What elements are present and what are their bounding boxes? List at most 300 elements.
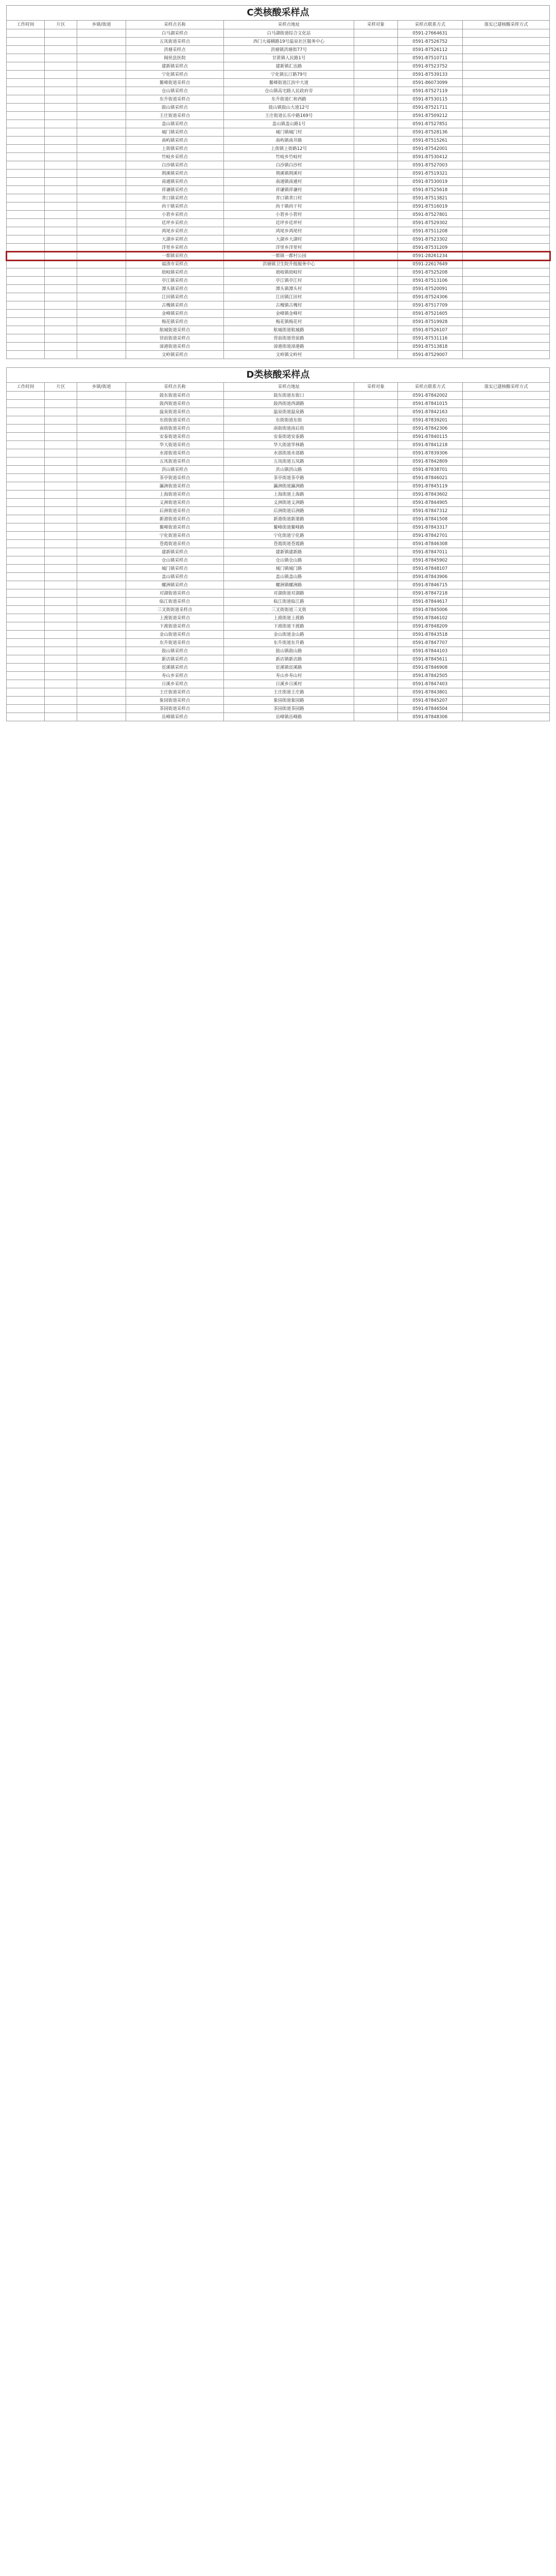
table-cell <box>77 647 126 655</box>
table-cell <box>463 441 550 449</box>
table-cell: 梅花镇采样点 <box>126 318 224 326</box>
table-cell: 0591-87517709 <box>397 301 463 310</box>
table-cell <box>44 515 77 523</box>
table-cell <box>77 392 126 400</box>
table-cell: 潭头镇潭头村 <box>223 285 354 293</box>
table-cell <box>7 515 45 523</box>
table-row <box>7 211 550 219</box>
table-cell <box>77 425 126 433</box>
table-cell <box>44 194 77 202</box>
table-cell: 金峰镇采样点 <box>126 310 224 318</box>
table-row <box>7 581 550 589</box>
table-cell: 0591-87510711 <box>397 54 463 62</box>
table-cell <box>44 556 77 565</box>
table-cell <box>354 392 397 400</box>
table-cell <box>44 301 77 310</box>
table-cell <box>77 194 126 202</box>
table-cell <box>77 482 126 490</box>
table-cell <box>463 211 550 219</box>
table-cell <box>463 326 550 334</box>
table-cell <box>44 532 77 540</box>
table-cell <box>7 647 45 655</box>
table-cell <box>7 598 45 606</box>
table-cell: 温泉街道采样点 <box>126 408 224 416</box>
table-row <box>7 425 550 433</box>
table-cell: 0591-87842306 <box>397 425 463 433</box>
table-cell <box>463 54 550 62</box>
table-cell: 0591-87846504 <box>397 705 463 713</box>
table-cell <box>354 515 397 523</box>
table-cell: 仓山镇采样点 <box>126 87 224 95</box>
table-cell <box>44 573 77 581</box>
table-cell: 鼓山镇采样点 <box>126 647 224 655</box>
table-cell: 盖山镇采样点 <box>126 573 224 581</box>
table-cell <box>44 688 77 697</box>
table-cell: 0591-87529302 <box>397 219 463 227</box>
table-row <box>7 227 550 235</box>
table-cell: 0591-87528136 <box>397 128 463 137</box>
table-row <box>7 548 550 556</box>
table-cell <box>463 697 550 705</box>
table-cell: 0591-87531116 <box>397 334 463 343</box>
table-cell <box>44 137 77 145</box>
table-cell <box>354 466 397 474</box>
table-cell <box>354 260 397 268</box>
table-cell <box>44 474 77 482</box>
column-header: 采样对象 <box>354 383 397 392</box>
table-cell: 航城街道采样点 <box>126 326 224 334</box>
table-cell <box>44 343 77 351</box>
table-cell <box>354 219 397 227</box>
table-row <box>7 606 550 614</box>
table-cell <box>463 178 550 186</box>
table-cell: 0591-87843602 <box>397 490 463 499</box>
table-row <box>7 252 550 260</box>
table-cell <box>463 474 550 482</box>
table-row <box>7 186 550 194</box>
table-row <box>7 244 550 252</box>
table-cell: 鼓东街道采样点 <box>126 392 224 400</box>
table-row <box>7 705 550 713</box>
section-1 <box>6 359 550 721</box>
table-cell <box>354 178 397 186</box>
table-cell: 大湖乡大湖村 <box>223 235 354 244</box>
table-cell: 0591-87841218 <box>397 441 463 449</box>
table-cell <box>7 425 45 433</box>
table-cell <box>77 408 126 416</box>
table-cell <box>77 235 126 244</box>
table-row <box>7 62 550 71</box>
table-cell <box>463 548 550 556</box>
table-cell: 0591-28261234 <box>397 252 463 260</box>
table-cell: 新港街道采样点 <box>126 515 224 523</box>
column-header: 落实已建核酸采样方式 <box>463 383 550 392</box>
table-cell: 0591-87513821 <box>397 194 463 202</box>
column-header: 工作时间 <box>7 21 45 29</box>
table-cell <box>7 351 45 359</box>
table-cell: 南屿镇采样点 <box>126 137 224 145</box>
table-cell <box>354 128 397 137</box>
table-cell <box>44 95 77 104</box>
table-cell <box>463 186 550 194</box>
table-cell <box>354 416 397 425</box>
table-cell <box>354 672 397 680</box>
table-cell <box>44 540 77 548</box>
table-cell <box>44 425 77 433</box>
table-cell: 象园街道象园路 <box>223 697 354 705</box>
table-cell: 岳峰镇采样点 <box>126 713 224 721</box>
table-cell <box>7 211 45 219</box>
table-cell: 盖山镇盖山路1号 <box>223 120 354 128</box>
table-row <box>7 573 550 581</box>
table-row <box>7 260 550 268</box>
table-cell: 0591-87530115 <box>397 95 463 104</box>
table-cell <box>7 318 45 326</box>
table-cell: 营前街道营前路 <box>223 334 354 343</box>
table-cell <box>354 79 397 87</box>
table-cell <box>7 334 45 343</box>
table-cell <box>354 606 397 614</box>
table-cell: 0591-87527801 <box>397 211 463 219</box>
table-cell: 临江街道临江路 <box>223 598 354 606</box>
table-cell <box>7 680 45 688</box>
column-header: 落实已建核酸采样方式 <box>463 21 550 29</box>
table-cell: 0591-87843801 <box>397 688 463 697</box>
table-cell <box>354 137 397 145</box>
table-row <box>7 343 550 351</box>
table-cell: 0591-87842809 <box>397 457 463 466</box>
table-cell <box>463 343 550 351</box>
table-cell <box>463 301 550 310</box>
table-cell: 0591-87524306 <box>397 293 463 301</box>
table-cell: 王庄街道采样点 <box>126 688 224 697</box>
table-cell: 日溪乡日溪村 <box>223 680 354 688</box>
table-cell <box>44 252 77 260</box>
table-cell <box>77 573 126 581</box>
table-cell <box>77 400 126 408</box>
table-cell: 航城街道航城路 <box>223 326 354 334</box>
table-cell <box>44 631 77 639</box>
table-cell <box>463 449 550 457</box>
table-cell <box>77 705 126 713</box>
table-row <box>7 194 550 202</box>
table-cell <box>354 351 397 359</box>
table-cell: 南街街道采样点 <box>126 425 224 433</box>
table-cell <box>463 137 550 145</box>
table-cell: 0591-87847312 <box>397 507 463 515</box>
table-cell <box>463 664 550 672</box>
table-row <box>7 441 550 449</box>
table-row <box>7 54 550 62</box>
column-header: 采样点名称 <box>126 383 224 392</box>
table-cell: 螺洲镇螺洲路 <box>223 581 354 589</box>
table-cell: 0591-87542001 <box>397 145 463 153</box>
table-cell <box>77 713 126 721</box>
table-cell <box>463 161 550 170</box>
table-row <box>7 490 550 499</box>
table-cell: 0591-87839201 <box>397 416 463 425</box>
table-cell <box>354 104 397 112</box>
table-cell <box>44 38 77 46</box>
table-cell <box>463 490 550 499</box>
table-cell: 尚干镇尚干村 <box>223 202 354 211</box>
table-cell <box>463 416 550 425</box>
table-cell <box>77 211 126 219</box>
table-cell <box>463 655 550 664</box>
column-header: 采样点联系方式 <box>397 383 463 392</box>
table-cell: 洪塘镇洪塘街77号 <box>223 46 354 54</box>
table-cell <box>44 112 77 120</box>
table-cell <box>354 252 397 260</box>
table-row <box>7 137 550 145</box>
table-cell <box>354 71 397 79</box>
table-cell <box>463 425 550 433</box>
table-row <box>7 589 550 598</box>
table-cell <box>7 466 45 474</box>
table-cell <box>354 343 397 351</box>
table-cell <box>77 87 126 95</box>
table-cell: 古槐镇采样点 <box>126 301 224 310</box>
table-cell: 南通镇采样点 <box>126 178 224 186</box>
table-cell: 0591-87530019 <box>397 178 463 186</box>
table-cell <box>77 62 126 71</box>
table-cell <box>77 260 126 268</box>
table-cell <box>7 244 45 252</box>
table-cell <box>77 71 126 79</box>
table-cell <box>44 227 77 235</box>
table-cell: 上海街道上海路 <box>223 490 354 499</box>
table-cell <box>354 664 397 672</box>
table-cell <box>7 622 45 631</box>
column-header: 乡镇/街道 <box>77 21 126 29</box>
table-cell: 水部街道采样点 <box>126 449 224 457</box>
table-cell <box>77 631 126 639</box>
table-cell <box>463 622 550 631</box>
table-cell: 城门镇采样点 <box>126 128 224 137</box>
table-row <box>7 408 550 416</box>
table-cell: 东升街道采样点 <box>126 639 224 647</box>
table-cell: 一都镇采样点 <box>126 252 224 260</box>
table-cell <box>77 589 126 598</box>
table-row <box>7 334 550 343</box>
table-cell <box>354 523 397 532</box>
table-cell: 小箬乡采样点 <box>126 211 224 219</box>
table-cell <box>44 310 77 318</box>
table-cell <box>7 713 45 721</box>
table-cell <box>77 268 126 277</box>
table-cell <box>463 565 550 573</box>
table-row <box>7 310 550 318</box>
table-cell <box>7 556 45 565</box>
table-cell <box>7 343 45 351</box>
table-cell <box>354 540 397 548</box>
table-cell: 0591-87848107 <box>397 565 463 573</box>
table-cell <box>7 614 45 622</box>
table-cell: 0591-87847011 <box>397 548 463 556</box>
table-cell <box>77 598 126 606</box>
table-cell <box>44 29 77 38</box>
table-cell <box>463 277 550 285</box>
table-cell: 0591-87848306 <box>397 713 463 721</box>
table-cell <box>44 79 77 87</box>
table-cell <box>354 112 397 120</box>
table-row <box>7 655 550 664</box>
table-cell <box>463 38 550 46</box>
table-cell: 潭头镇采样点 <box>126 285 224 293</box>
table-row <box>7 326 550 334</box>
table-cell <box>44 705 77 713</box>
table-cell <box>44 293 77 301</box>
table-cell <box>77 153 126 161</box>
table-cell <box>44 392 77 400</box>
table-cell <box>44 697 77 705</box>
table-cell: 0591-87523302 <box>397 235 463 244</box>
table-cell: 义洲街道义洲路 <box>223 499 354 507</box>
table-cell: 东升街道仁和西路 <box>223 95 354 104</box>
table-cell: 0591-87842701 <box>397 532 463 540</box>
table-cell: 0591-87527003 <box>397 161 463 170</box>
table-cell <box>7 301 45 310</box>
table-cell <box>7 219 45 227</box>
table-cell <box>463 235 550 244</box>
table-row <box>7 38 550 46</box>
table-cell <box>77 655 126 664</box>
table-cell <box>44 581 77 589</box>
table-cell: 华大街道华林路 <box>223 441 354 449</box>
section-title: D类核酸采样点 <box>6 367 550 382</box>
table-cell <box>44 202 77 211</box>
table-cell <box>44 277 77 285</box>
table-row <box>7 474 550 482</box>
table-row <box>7 301 550 310</box>
table-cell <box>77 622 126 631</box>
table-cell <box>354 639 397 647</box>
table-cell: 0591-87526752 <box>397 38 463 46</box>
table-cell <box>44 87 77 95</box>
table-cell <box>77 688 126 697</box>
table-cell <box>354 153 397 161</box>
table-cell <box>44 523 77 532</box>
table-cell <box>354 310 397 318</box>
table-cell: 鼓山镇鼓山路 <box>223 647 354 655</box>
table-cell <box>44 433 77 441</box>
table-cell <box>44 334 77 343</box>
table-cell: 城门镇城门路 <box>223 565 354 573</box>
table-cell <box>463 631 550 639</box>
table-row <box>7 318 550 326</box>
table-cell <box>77 466 126 474</box>
table-cell <box>7 178 45 186</box>
table-row <box>7 277 550 285</box>
table-cell: 0591-87516019 <box>397 202 463 211</box>
table-cell <box>463 128 550 137</box>
table-cell <box>77 285 126 293</box>
table-cell: 鼓山镇鼓山大道12号 <box>223 104 354 112</box>
table-cell <box>77 120 126 128</box>
table-cell: 三叉街街道三叉街 <box>223 606 354 614</box>
table-cell: 青口镇青口村 <box>223 194 354 202</box>
table-cell <box>354 474 397 482</box>
table-cell <box>354 120 397 128</box>
table-cell <box>354 548 397 556</box>
table-cell <box>463 87 550 95</box>
sampling-table <box>6 20 550 359</box>
table-cell: 漳港街道采样点 <box>126 343 224 351</box>
column-header: 采样对象 <box>354 21 397 29</box>
table-cell <box>7 400 45 408</box>
table-cell <box>7 71 45 79</box>
table-row <box>7 235 550 244</box>
table-cell <box>463 219 550 227</box>
table-header-row <box>7 383 550 392</box>
table-cell: 0591-87844617 <box>397 598 463 606</box>
table-cell: 洋里乡洋里村 <box>223 244 354 252</box>
table-cell <box>7 507 45 515</box>
table-cell: 对湖街道采样点 <box>126 589 224 598</box>
table-cell: 宁化街道宁化路 <box>223 532 354 540</box>
table-row <box>7 647 550 655</box>
table-cell <box>44 680 77 688</box>
table-cell <box>7 408 45 416</box>
table-cell <box>77 186 126 194</box>
table-cell <box>44 285 77 293</box>
table-cell <box>354 211 397 219</box>
table-cell <box>463 71 550 79</box>
table-cell <box>44 490 77 499</box>
table-cell <box>44 416 77 425</box>
table-cell: 义洲街道采样点 <box>126 499 224 507</box>
table-cell <box>354 565 397 573</box>
table-cell <box>77 523 126 532</box>
table-cell <box>44 565 77 573</box>
table-cell <box>44 326 77 334</box>
table-cell: 0591-87842002 <box>397 392 463 400</box>
table-cell <box>7 252 45 260</box>
table-cell: 宁化镇采样点 <box>126 71 224 79</box>
table-cell: 0591-87523752 <box>397 62 463 71</box>
table-row <box>7 622 550 631</box>
table-cell <box>354 400 397 408</box>
table-cell <box>77 104 126 112</box>
table-cell <box>463 227 550 235</box>
table-cell <box>354 573 397 581</box>
table-cell <box>77 343 126 351</box>
table-cell <box>463 29 550 38</box>
table-cell <box>7 326 45 334</box>
table-cell <box>44 655 77 664</box>
table-cell <box>77 334 126 343</box>
table-cell: 0591-87526107 <box>397 326 463 334</box>
table-cell <box>354 507 397 515</box>
table-cell <box>44 672 77 680</box>
table-cell: 城门镇采样点 <box>126 565 224 573</box>
table-row <box>7 79 550 87</box>
table-cell <box>7 565 45 573</box>
table-row <box>7 112 550 120</box>
table-cell <box>354 490 397 499</box>
table-cell <box>354 277 397 285</box>
table-cell <box>77 79 126 87</box>
table-row <box>7 540 550 548</box>
table-cell <box>354 29 397 38</box>
table-row <box>7 202 550 211</box>
table-cell: 仓山镇高宅路人民政府旁 <box>223 87 354 95</box>
table-row <box>7 128 550 137</box>
table-cell <box>354 161 397 170</box>
table-cell: 亭江镇亭江村 <box>223 277 354 285</box>
table-cell <box>354 499 397 507</box>
table-cell <box>354 408 397 416</box>
